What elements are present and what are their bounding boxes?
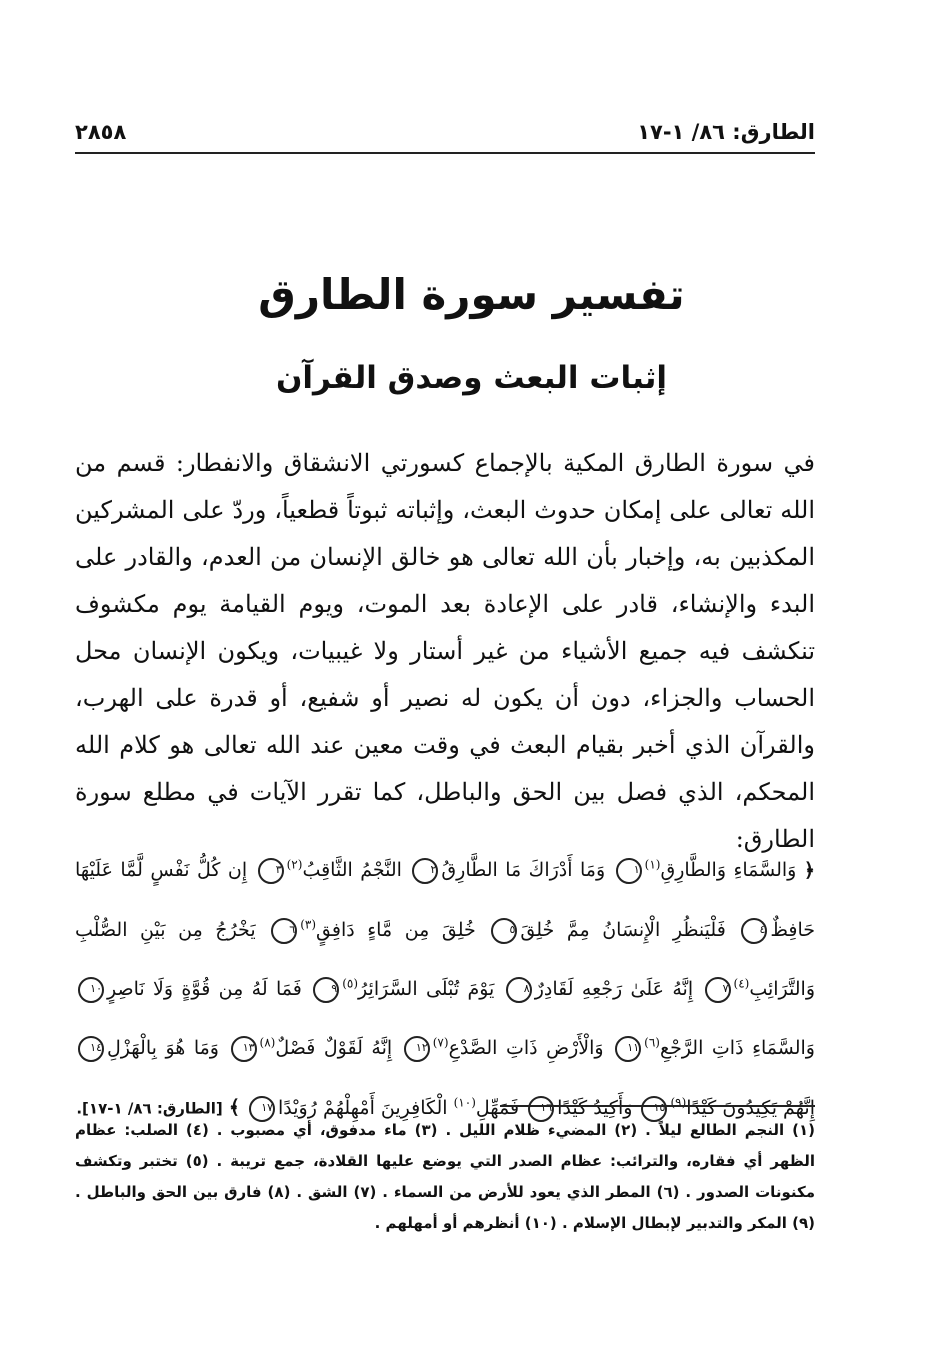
surah-reference: الطارق: ٨٦/ ١-١٧	[637, 120, 815, 144]
verse-text: يَخْرُجُ مِن بَيْنِ الصُّلْبِ وَالتَّرَائِبِ	[75, 918, 816, 1000]
ayah-number-marker: ٣	[258, 858, 284, 884]
verse-text: الْكَافِرِينَ أَمْهِلْهُمْ رُوَيْدًا	[278, 1096, 448, 1119]
ayah-number-marker: ١٠	[78, 977, 104, 1003]
ayah-number-marker: ١٥	[641, 1096, 667, 1122]
ayah-number-marker: ١٢	[404, 1036, 430, 1062]
verse-text: إِنَّهُ عَلَىٰ رَجْعِهِ لَقَادِرٌ	[534, 977, 694, 1000]
ayah-number-marker: ١٧	[249, 1096, 275, 1122]
footnotes: (١) النجم الطالع ليلاً . (٢) المضيء ظلام الليل . (٣) ماء مدفوق، أي مصبوب . (٤) الصلب: عظام الظهر أي فقاره، والترائب: عظام الصدر التي يوضع عليها القلادة، جمع تريبة . (٥) تختبر وتكشف مكنونات الصدور . (٦) المطر الذي يعود للأرض من السماء . (٧) الشق . (٨) فارق بين الحق والباطل . (٩) المكر والتدبير لإبطال الإسلام . (١٠) أنظرهم أو أمهلهم .	[75, 1121, 815, 1232]
page-number: ٢٨٥٨	[75, 120, 127, 144]
verse-text: وَالسَّمَاءِ ذَاتِ الرَّجْعِ	[659, 1037, 815, 1060]
quran-verses	[75, 838, 815, 1136]
footnote-marker: (٥)	[342, 976, 359, 991]
footnote-marker: (١٠)	[453, 1095, 476, 1110]
ayah-number-marker: ٩	[313, 977, 339, 1003]
ayah-number-marker: ١١	[615, 1036, 641, 1062]
verse-text: خُلِقَ مِن مَّاءٍ دَافِقٍ	[316, 918, 476, 941]
verse-text: إِنَّهُمْ يَكِيدُونَ كَيْدًا	[686, 1096, 815, 1119]
footnote-marker: (٣)	[300, 917, 317, 932]
ayah-number-marker: ٨	[506, 977, 532, 1003]
running-header	[75, 112, 815, 154]
verse-text: فَمَا لَهُ مِن قُوَّةٍ وَلَا نَاصِرٍ	[107, 977, 302, 1000]
verse-list	[75, 859, 815, 1118]
verse-text: إِن كُلُّ نَفْسٍ لَّمَّا عَلَيْهَا حَافِظٌ	[75, 859, 816, 941]
page-subtitle: إثبات البعث وصدق القرآن	[275, 360, 668, 396]
verse-text: فَلْيَنظُرِ الْإِنسَانُ مِمَّ خُلِقَ	[520, 918, 726, 941]
verse-text: وَأَكِيدُ كَيْدًا	[557, 1096, 633, 1119]
ayah-number-marker: ٢	[412, 858, 438, 884]
footnote-marker: (٤)	[733, 976, 750, 991]
verse-text: إِنَّهُ لَقَوْلٌ فَصْلٌ	[275, 1037, 393, 1060]
ayah-number-marker: ١	[616, 858, 642, 884]
ayah-number-marker: ٤	[741, 918, 767, 944]
close-bracket: ﴾	[228, 1096, 240, 1119]
footnote-marker: (٢)	[286, 858, 303, 872]
footnote-divider	[500, 1105, 815, 1107]
open-bracket: ﴿	[803, 859, 815, 882]
verse-text: النَّجْمُ الثَّاقِبُ	[302, 859, 402, 882]
intro-paragraph: في سورة الطارق المكية بالإجماع كسورتي الانشقاق والانفطار: قسم من الله تعالى على إمكان حدوث البعث، وإثباته ثبوتاً قطعياً، وردّ على المشركين المكذبين به، وإخبار بأن الله تعالى هو خالق الإنسان من العدم، والقادر على البدء والإنشاء، قادر على الإعادة بعد الموت، ويوم القيامة يوم مكشوف تنكشف فيه جميع الأشياء من غير أستار ولا غيبيات، ويكون الإنسان محل الحساب والجزاء، دون أن يكون له نصير أو شفيع، أو قدرة على الهرب، والقرآن الذي أخبر بقيام البعث في وقت معين عند الله تعالى هو كلام الله المحكم، الذي فصل بين الحق والباطل، كما تقرر الآيات في مطلع سورة الطارق:	[75, 449, 815, 853]
footnote-marker: (١)	[644, 858, 661, 872]
verse-text: وَالْأَرْضِ ذَاتِ الصَّدْعِ	[448, 1037, 604, 1060]
verse-text: وَالسَّمَاءِ وَالطَّارِقِ	[660, 859, 797, 882]
footnote-marker: (٨)	[259, 1035, 276, 1050]
ayah-number-marker: ١٤	[78, 1036, 104, 1062]
verse-text: وَمَا هُوَ بِالْهَزْلِ	[107, 1037, 219, 1060]
ayah-number-marker: ٧	[705, 977, 731, 1003]
verse-text: يَوْمَ تُبْلَى السَّرَائِرُ	[358, 977, 495, 1000]
ayah-number-marker: ١٣	[231, 1036, 257, 1062]
page-title: تفسير سورة الطارق	[258, 270, 685, 319]
verses-reference: [الطارق: ٨٦/ ١-١٧].	[76, 1099, 223, 1118]
ayah-number-marker: ٦	[271, 918, 297, 944]
verse-text: فَمَهِّلِ	[475, 1096, 520, 1119]
ayah-number-marker: ٥	[491, 918, 517, 944]
footnote-marker: (٩)	[670, 1095, 687, 1110]
ayah-number-marker: ١٦	[528, 1096, 554, 1122]
verse-text: وَمَا أَدْرَاكَ مَا الطَّارِقُ	[441, 859, 606, 882]
footnote-marker: (٦)	[644, 1035, 660, 1050]
footnote-marker: (٧)	[432, 1035, 449, 1050]
